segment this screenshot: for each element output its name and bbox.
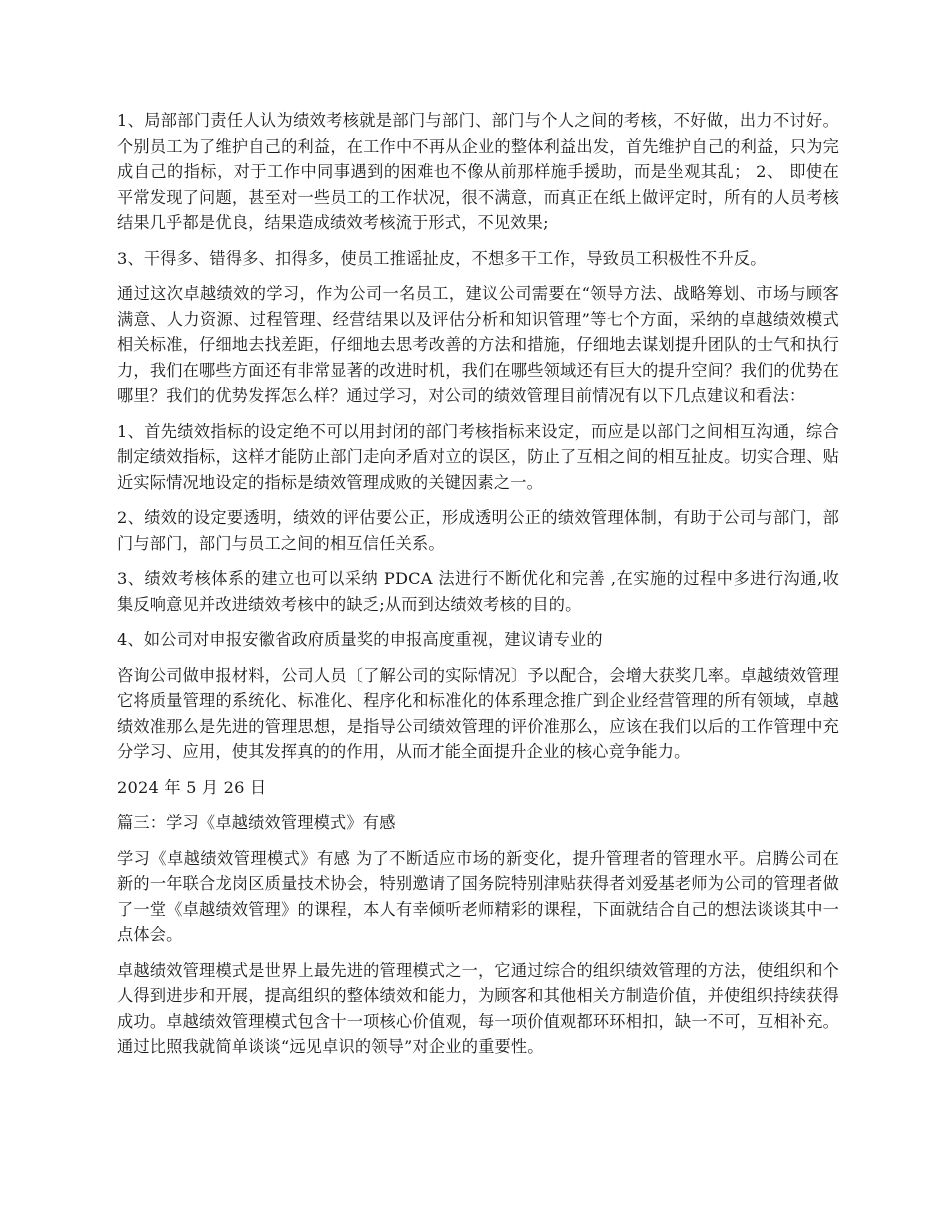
paragraph: 3、干得多、错得多、扣得多，使员工推谣扯皮，不想多干工作，导致员工积极性不升反。 xyxy=(117,248,767,268)
paragraph: 4、如公司对申报安徽省政府质量奖的申报高度重视，建议请专业的 xyxy=(117,630,603,649)
date-line: 2024 年 5 月 26 日 xyxy=(117,777,267,797)
paragraph: 2、绩效的设定要透明，绩效的评估要公正，形成透明公正的绩效管理体制，有助于公司与部门，部门与部门，部门与员工之间的相互信任关系。 xyxy=(117,508,839,553)
document-body xyxy=(117,108,839,1070)
paragraph: 3、绩效考核体系的建立也可以采纳 PDCA 法进行不断优化和完善 ,在实施的过程中多进行沟通,收集反响意见并改进绩效考核中的缺乏;从而到达绩效考核的目的。 xyxy=(117,569,839,614)
paragraph: 卓越绩效管理模式是世界上最先进的管理模式之一，它通过综合的组织绩效管理的方法，使组织和个人得到进步和开展，提高组织的整体绩效和能力，为顾客和其他相关方制造价值，并使组织持续获得成功。卓越绩效管理模式包含十一项核心价值观，每一项价值观都环环相扣，缺一不可，互相补充。通过比照我就简单谈谈“远见卓识的领导”对企业的重要性。 xyxy=(117,960,839,1056)
paragraph: 通过这次卓越绩效的学习，作为公司一名员工，建议公司需要在“领导方法、战略筹划、市场与顾客满意、人力资源、过程管理、经营结果以及评估分析和知识管理”等七个方面，采纳的卓越绩效模式相关标准，仔细地去找差距，仔细地去思考改善的方法和措施，仔细地去谋划提升团队的士气和执行力，我们在哪些方面还有非常显著的改进时机，我们在哪些领域还有巨大的提升空间？我们的优势在哪里？我们的优势发挥怎么样？通过学习，对公司的绩效管理目前情况有以下几点建议和看法： xyxy=(117,284,839,405)
paragraph: 1、首先绩效指标的设定绝不可以用封闭的部门考核指标来设定，而应是以部门之间相互沟通，综合制定绩效指标，这样才能防止部门走向矛盾对立的误区，防止了互相之间的相互扯皮。切实合理、贴近实际情况地设定的指标是绩效管理成败的关键因素之一。 xyxy=(117,421,839,492)
paragraph: 咨询公司做申报材料，公司人员〔了解公司的实际情况〕予以配合，会增大获奖几率。卓越绩效管理它将质量管理的系统化、标准化、程序化和标准化的体系理念推广到企业经营管理的所有领域，卓越绩效准那么是先进的管理思想，是指导公司绩效管理的评价准那么，应该在我们以后的工作管理中充分学习、应用，使其发挥真的的作用，从而才能全面提升企业的核心竞争能力。 xyxy=(117,665,839,761)
section-heading: 篇三：学习《卓越绩效管理模式》有感 xyxy=(117,813,396,832)
paragraph: 1、局部部门责任人认为绩效考核就是部门与部门、部门与个人之间的考核，不好做，出力不讨好。个别员工为了维护自己的利益，在工作中不再从企业的整体利益出发，首先维护自己的利益，只为完成自己的指标，对于工作中同事遇到的困难也不像从前那样施手援助，而是坐观其乱； 2、 即使在平常发现了问题，甚至对一些员工的工作状况，很不满意，而真正在纸上做评定时，所有的人员考核结果几乎都是优良，结果造成绩效考核流于形式，不见效果; xyxy=(117,111,839,232)
paragraph: 学习《卓越绩效管理模式》有感 为了不断适应市场的新变化，提升管理者的管理水平。启腾公司在新的一年联合龙岗区质量技术协会，特别邀请了国务院特别津贴获得者刘爱基老师为公司的管理者做了一堂《卓越绩效管理》的课程，本人有幸倾听老师精彩的课程，下面就结合自己的想法谈谈其中一点体会。 xyxy=(117,848,839,944)
